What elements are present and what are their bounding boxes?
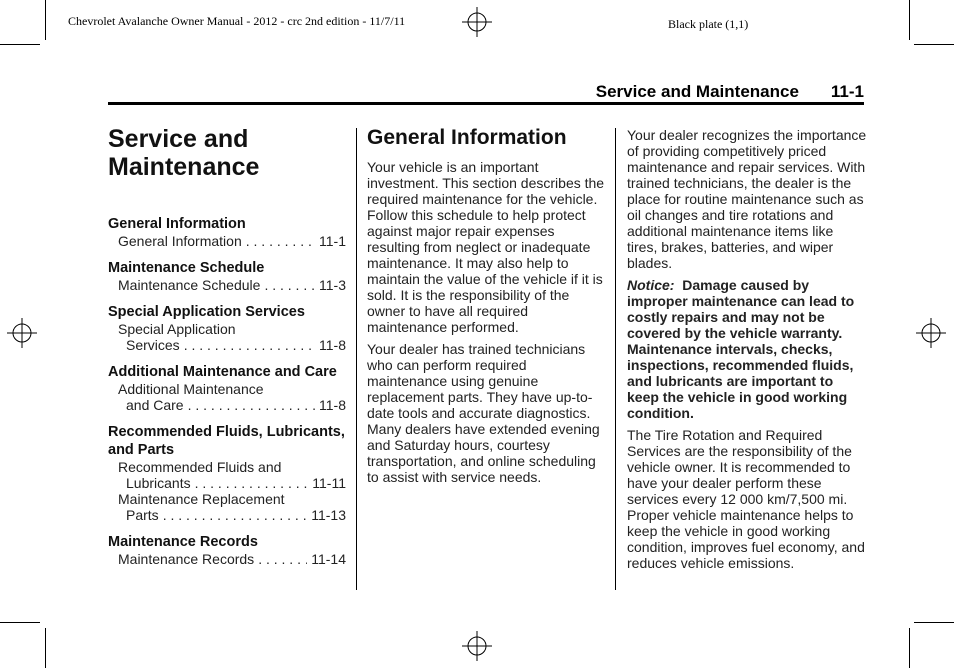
section-title: Service and Maintenance [595,82,799,101]
toc-entry[interactable]: Lubricants . . . 11-11 [108,475,346,491]
body-paragraph: Your dealer recognizes the importance of providing competitively priced maintenance and repair services. With trained technicians, the dealer is the place for routine maintenance such as oil changes and tire rotations and additional maintenance items like tires, brakes, batteries, and wiper blades. [627,127,867,271]
notice-label: Notice: [627,277,675,293]
registration-mark-icon [916,318,946,348]
toc-entry-line[interactable]: Recommended Fluids and [118,459,282,475]
toc-entry[interactable]: Services . . . 11-8 [108,337,346,353]
toc-group [108,423,346,523]
chapter-title: Service and Maintenance [108,125,260,181]
header-rule [108,102,864,105]
section-header [596,82,864,102]
registration-mark-icon [462,631,492,661]
toc-entry[interactable]: and Care . . . 11-8 [108,397,346,413]
page-number: 11-1 [830,82,864,101]
toc-heading[interactable]: Additional Maintenance and Care [108,364,337,380]
crop-mark [914,622,954,623]
toc-group [108,533,346,567]
crop-mark [909,0,910,40]
crop-mark [45,0,46,40]
body-paragraph: The Tire Rotation and Required Services are the responsibility of the vehicle owner. It is recommended to have your dealer perform these services every 12 000 km/7,500 mi. Proper vehicle maintenance helps to keep the vehicle in good working condition, improves fuel economy, and reduces vehicle emissions. [627,427,865,571]
general-info-column [367,125,607,491]
toc-group [108,215,346,249]
plate-info: Black plate (1,1) [668,17,749,31]
column-divider [615,128,616,590]
registration-mark-icon [462,7,492,37]
crop-mark [45,628,46,668]
toc-entry[interactable]: Parts . . . 11-13 [108,507,346,523]
toc-group [108,303,346,353]
toc-heading[interactable]: Maintenance Schedule [108,260,265,276]
toc-entry-line[interactable]: Additional Maintenance [118,381,264,397]
toc-group [108,363,346,413]
manual-info: Chevrolet Avalanche Owner Manual - 2012 - crc 2nd edition - 11/7/11 [68,14,406,28]
toc-entry[interactable]: Maintenance Records . . . 11-14 [108,551,346,567]
toc-entry-line[interactable]: Special Application [118,321,236,337]
toc-entry-line[interactable]: Maintenance Replacement [118,491,285,507]
toc-entry[interactable]: Maintenance Schedule . . . 11-3 [108,277,346,293]
section-heading: General Information [367,126,567,149]
toc-heading[interactable]: Maintenance Records [108,534,258,550]
column-divider [356,128,357,590]
toc-heading[interactable]: Recommended Fluids, Lubricants, and Parts [108,424,345,458]
body-paragraph: Your dealer has trained technicians who can perform required maintenance using genuine replacement parts. They have up-to-date tools and accurate diagnostics. Many dealers have extended evening and Saturday hours, courtesy transportation, and online scheduling to assist with service needs. [367,341,600,485]
toc-column [108,125,346,577]
right-column [627,127,867,577]
notice-text: Damage caused by improper maintenance can lead to costly repairs and may not be covered by the vehicle warranty. Maintenance intervals, checks, inspections, recommended fluids, and lubricants are important to keep the vehicle in good working condition. [627,277,855,421]
crop-mark [0,44,40,45]
crop-mark [914,44,954,45]
notice-block [627,277,867,421]
registration-mark-icon [7,318,37,348]
toc-heading[interactable]: Special Application Services [108,304,305,320]
body-paragraph: Your vehicle is an important investment. This section describes the required maintenance for the vehicle. Follow this schedule to help protect against major repair expenses resulting from neglect or inadequate maintenance. It may also help to maintain the value of the vehicle if it is sold. It is the responsibility of the owner to have all required maintenance performed. [367,159,605,335]
toc-heading[interactable]: General Information [108,216,246,232]
crop-mark [909,628,910,668]
toc-group [108,259,346,293]
crop-mark [0,622,40,623]
toc-entry[interactable]: General Information . . . 11-1 [108,233,346,249]
